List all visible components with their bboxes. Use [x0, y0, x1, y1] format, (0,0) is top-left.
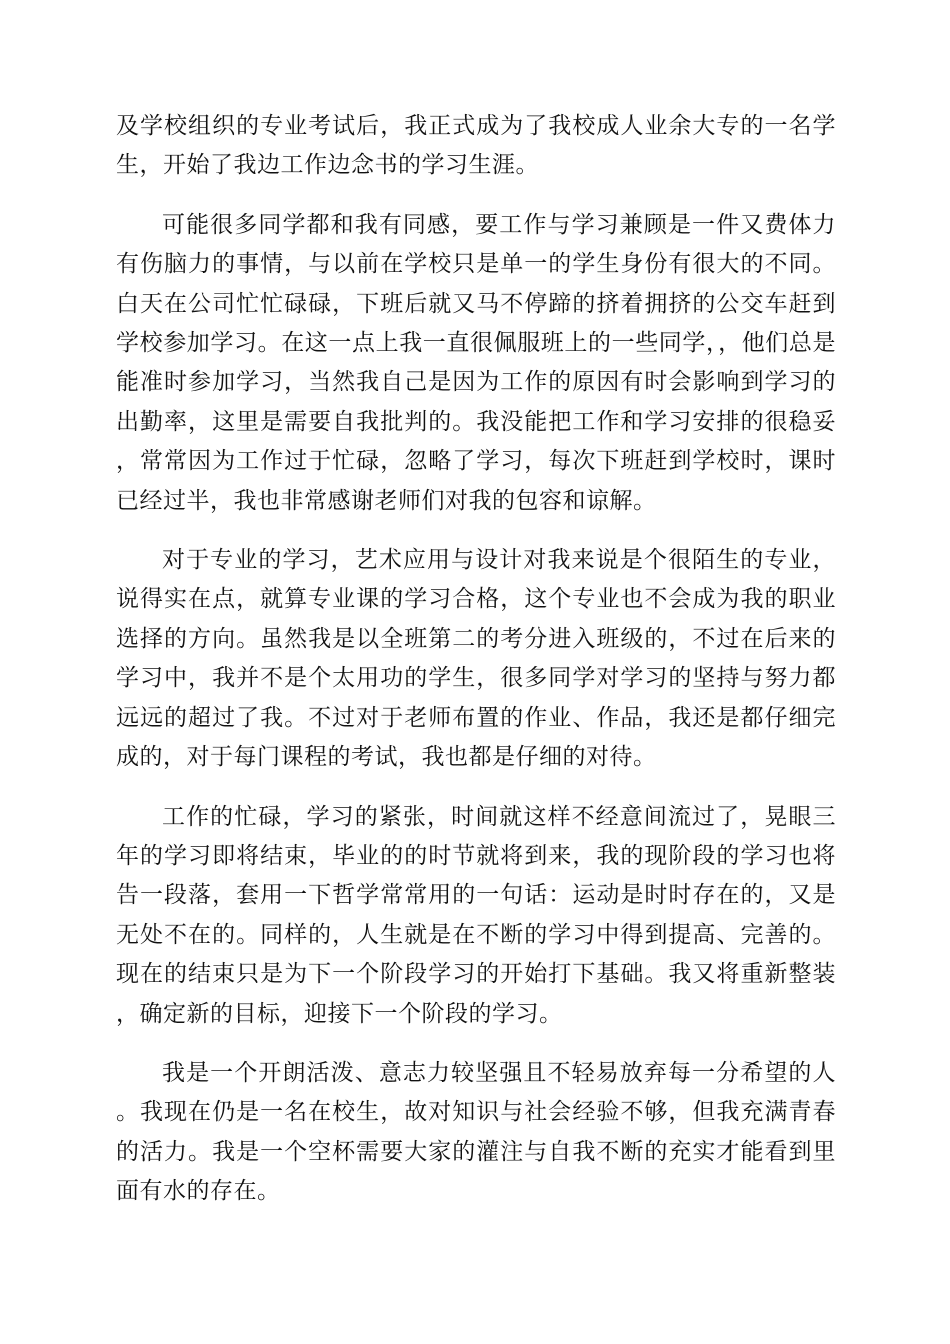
paragraph-5: 我是一个开朗活泼、意志力较坚强且不轻易放弃每一分希望的人。我现在仍是一名在校生，故对知识与社会经验不够，但我充满青春的活力。我是一个空杯需要大家的灌注与自我不断的充实才能看到里面有水的存在。: [116, 1059, 836, 1205]
paragraph-3: 对于专业的学习，艺术应用与设计对我来说是个很陌生的专业，说得实在点，就算专业课的学习合格，这个专业也不会成为我的职业选择的方向。虽然我是以全班第二的考分进入班级的，不过在后来的学习中，我并不是个太用功的学生，很多同学对学习的坚持与努力都远远的超过了我。不过对于老师布置的作业、作品，我还是都仔细完成的，对于每门课程的考试，我也都是仔细的对待。: [116, 547, 836, 771]
document-page: [116, 107, 836, 1212]
paragraph-2: 可能很多同学都和我有同感，要工作与学习兼顾是一件又费体力有伤脑力的事情，与以前在学校只是单一的学生身份有很大的不同。白天在公司忙忙碌碌，下班后就又马不停蹄的挤着拥挤的公交车赶到学校参加学习。在这一点上我一直很佩服班上的一些同学，，他们总是能准时参加学习，当然我自己是因为工作的原因有时会影响到学习的出勤率，这里是需要自我批判的。我没能把工作和学习安排的很稳妥，常常因为工作过于忙碌，忽略了学习，每次下班赶到学校时，课时已经过半，我也非常感谢老师们对我的包容和谅解。: [116, 211, 836, 514]
paragraph-4: 工作的忙碌，学习的紧张，时间就这样不经意间流过了，晃眼三年的学习即将结束，毕业的的时节就将到来，我的现阶段的学习也将告一段落，套用一下哲学常常用的一句话：运动是时时存在的，又是无处不在的。同样的，人生就是在不断的学习中得到提高、完善的。现在的结束只是为下一个阶段学习的开始打下基础。我又将重新整装，确定新的目标，迎接下一个阶段的学习。: [116, 803, 836, 1027]
paragraph-1: 及学校组织的专业考试后，我正式成为了我校成人业余大专的一名学生，开始了我边工作边念书的学习生涯。: [116, 113, 836, 179]
